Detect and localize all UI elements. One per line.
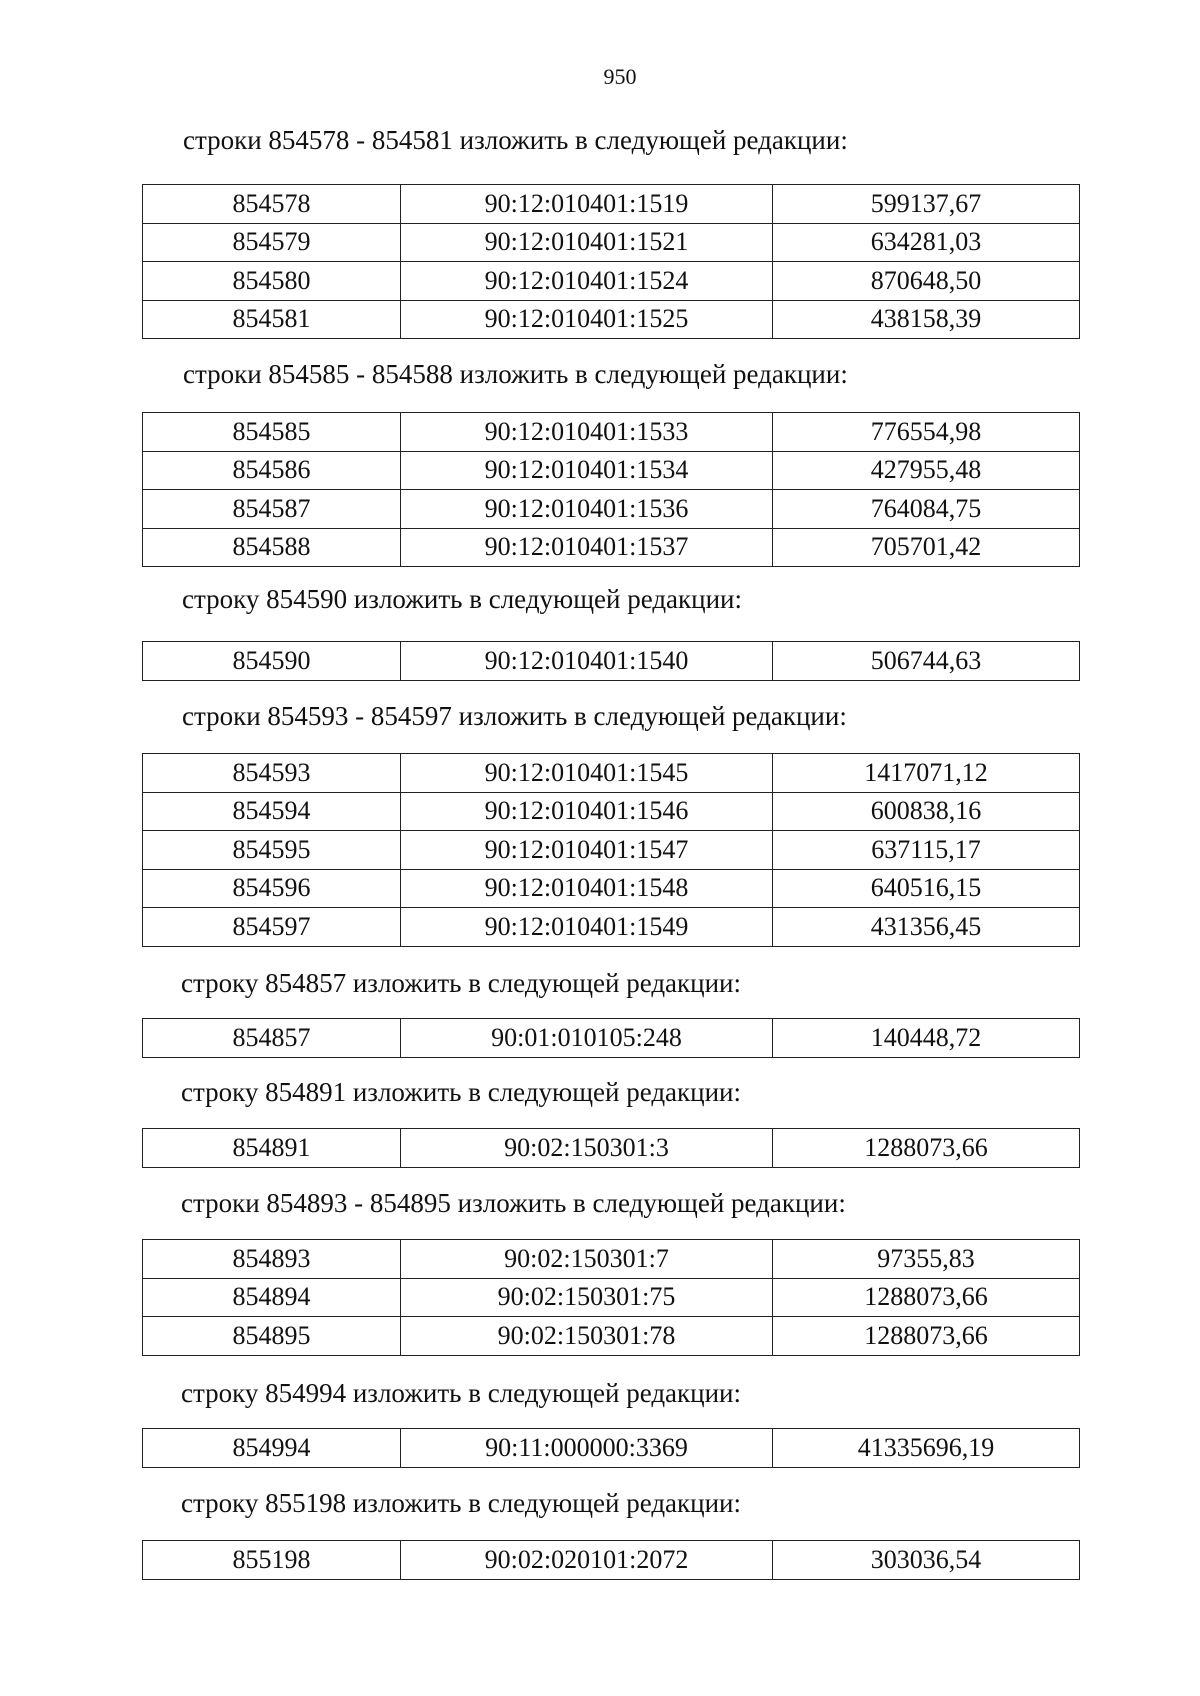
value-cell: 599137,67 bbox=[773, 185, 1080, 224]
table-row bbox=[143, 1240, 1080, 1279]
row-number-cell: 854595 bbox=[143, 831, 401, 870]
row-number-cell: 854581 bbox=[143, 300, 401, 339]
row-number-cell: 854891 bbox=[143, 1129, 401, 1168]
data-table bbox=[142, 1540, 1080, 1580]
value-cell: 637115,17 bbox=[773, 831, 1080, 870]
section-instruction: строку 854857 изложить в следующей редакции: bbox=[181, 968, 742, 998]
cadastral-number-cell: 90:12:010401:1537 bbox=[401, 528, 773, 567]
row-number-cell: 854586 bbox=[143, 451, 401, 490]
value-cell: 1288073,66 bbox=[773, 1129, 1080, 1168]
data-table bbox=[142, 184, 1080, 339]
row-number-cell: 854588 bbox=[143, 528, 401, 567]
data-table bbox=[142, 753, 1080, 947]
table-row bbox=[143, 1429, 1080, 1468]
table-row bbox=[143, 1019, 1080, 1058]
value-cell: 776554,98 bbox=[773, 413, 1080, 452]
table-row bbox=[143, 223, 1080, 262]
row-number-cell: 854587 bbox=[143, 490, 401, 529]
table-row bbox=[143, 528, 1080, 567]
row-number-cell: 854596 bbox=[143, 869, 401, 908]
row-number-cell: 854585 bbox=[143, 413, 401, 452]
row-number-cell: 855198 bbox=[143, 1541, 401, 1580]
value-cell: 427955,48 bbox=[773, 451, 1080, 490]
row-number-cell: 854593 bbox=[143, 754, 401, 793]
table-row bbox=[143, 908, 1080, 947]
cadastral-number-cell: 90:02:150301:78 bbox=[401, 1317, 773, 1356]
value-cell: 41335696,19 bbox=[773, 1429, 1080, 1468]
value-cell: 764084,75 bbox=[773, 490, 1080, 529]
table-row bbox=[143, 1129, 1080, 1168]
cadastral-number-cell: 90:12:010401:1547 bbox=[401, 831, 773, 870]
section-instruction: строки 854578 - 854581 изложить в следующей редакции: bbox=[183, 125, 848, 155]
row-number-cell: 854597 bbox=[143, 908, 401, 947]
value-cell: 600838,16 bbox=[773, 792, 1080, 831]
cadastral-number-cell: 90:12:010401:1525 bbox=[401, 300, 773, 339]
table-row bbox=[143, 1317, 1080, 1356]
value-cell: 634281,03 bbox=[773, 223, 1080, 262]
value-cell: 303036,54 bbox=[773, 1541, 1080, 1580]
value-cell: 1288073,66 bbox=[773, 1317, 1080, 1356]
table-row bbox=[143, 642, 1080, 681]
value-cell: 431356,45 bbox=[773, 908, 1080, 947]
cadastral-number-cell: 90:12:010401:1534 bbox=[401, 451, 773, 490]
cadastral-number-cell: 90:12:010401:1549 bbox=[401, 908, 773, 947]
cadastral-number-cell: 90:02:150301:7 bbox=[401, 1240, 773, 1279]
table-row bbox=[143, 451, 1080, 490]
table-row bbox=[143, 831, 1080, 870]
table-row bbox=[143, 792, 1080, 831]
table-row bbox=[143, 413, 1080, 452]
value-cell: 1288073,66 bbox=[773, 1278, 1080, 1317]
cadastral-number-cell: 90:02:020101:2072 bbox=[401, 1541, 773, 1580]
section-instruction: строки 854593 - 854597 изложить в следующей редакции: bbox=[182, 701, 847, 731]
cadastral-number-cell: 90:11:000000:3369 bbox=[401, 1429, 773, 1468]
row-number-cell: 854857 bbox=[143, 1019, 401, 1058]
data-table bbox=[142, 412, 1080, 567]
value-cell: 870648,50 bbox=[773, 262, 1080, 301]
cadastral-number-cell: 90:12:010401:1540 bbox=[401, 642, 773, 681]
cadastral-number-cell: 90:12:010401:1536 bbox=[401, 490, 773, 529]
data-table bbox=[142, 1018, 1080, 1058]
section-instruction: строку 854891 изложить в следующей редакции: bbox=[181, 1077, 742, 1107]
section-instruction: строку 855198 изложить в следующей редакции: bbox=[181, 1488, 742, 1518]
row-number-cell: 854590 bbox=[143, 642, 401, 681]
cadastral-number-cell: 90:12:010401:1548 bbox=[401, 869, 773, 908]
cadastral-number-cell: 90:02:150301:75 bbox=[401, 1278, 773, 1317]
table-row bbox=[143, 262, 1080, 301]
table-row bbox=[143, 1541, 1080, 1580]
table-row bbox=[143, 490, 1080, 529]
page-number: 950 bbox=[603, 64, 637, 89]
value-cell: 705701,42 bbox=[773, 528, 1080, 567]
row-number-cell: 854994 bbox=[143, 1429, 401, 1468]
value-cell: 640516,15 bbox=[773, 869, 1080, 908]
cadastral-number-cell: 90:12:010401:1545 bbox=[401, 754, 773, 793]
value-cell: 140448,72 bbox=[773, 1019, 1080, 1058]
data-table bbox=[142, 1128, 1080, 1168]
row-number-cell: 854579 bbox=[143, 223, 401, 262]
table-row bbox=[143, 300, 1080, 339]
value-cell: 438158,39 bbox=[773, 300, 1080, 339]
cadastral-number-cell: 90:01:010105:248 bbox=[401, 1019, 773, 1058]
data-table bbox=[142, 1239, 1080, 1356]
data-table bbox=[142, 641, 1080, 681]
section-instruction: строку 854590 изложить в следующей редакции: bbox=[182, 584, 743, 614]
row-number-cell: 854580 bbox=[143, 262, 401, 301]
cadastral-number-cell: 90:12:010401:1533 bbox=[401, 413, 773, 452]
row-number-cell: 854893 bbox=[143, 1240, 401, 1279]
row-number-cell: 854895 bbox=[143, 1317, 401, 1356]
cadastral-number-cell: 90:12:010401:1519 bbox=[401, 185, 773, 224]
row-number-cell: 854894 bbox=[143, 1278, 401, 1317]
value-cell: 97355,83 bbox=[773, 1240, 1080, 1279]
table-row bbox=[143, 754, 1080, 793]
table-row bbox=[143, 185, 1080, 224]
section-instruction: строки 854585 - 854588 изложить в следующей редакции: bbox=[183, 359, 848, 389]
data-table bbox=[142, 1428, 1080, 1468]
row-number-cell: 854578 bbox=[143, 185, 401, 224]
value-cell: 1417071,12 bbox=[773, 754, 1080, 793]
table-row bbox=[143, 1278, 1080, 1317]
row-number-cell: 854594 bbox=[143, 792, 401, 831]
section-instruction: строки 854893 - 854895 изложить в следующей редакции: bbox=[181, 1188, 846, 1218]
cadastral-number-cell: 90:12:010401:1524 bbox=[401, 262, 773, 301]
table-row bbox=[143, 869, 1080, 908]
cadastral-number-cell: 90:12:010401:1521 bbox=[401, 223, 773, 262]
value-cell: 506744,63 bbox=[773, 642, 1080, 681]
cadastral-number-cell: 90:12:010401:1546 bbox=[401, 792, 773, 831]
section-instruction: строку 854994 изложить в следующей редакции: bbox=[181, 1378, 742, 1408]
cadastral-number-cell: 90:02:150301:3 bbox=[401, 1129, 773, 1168]
